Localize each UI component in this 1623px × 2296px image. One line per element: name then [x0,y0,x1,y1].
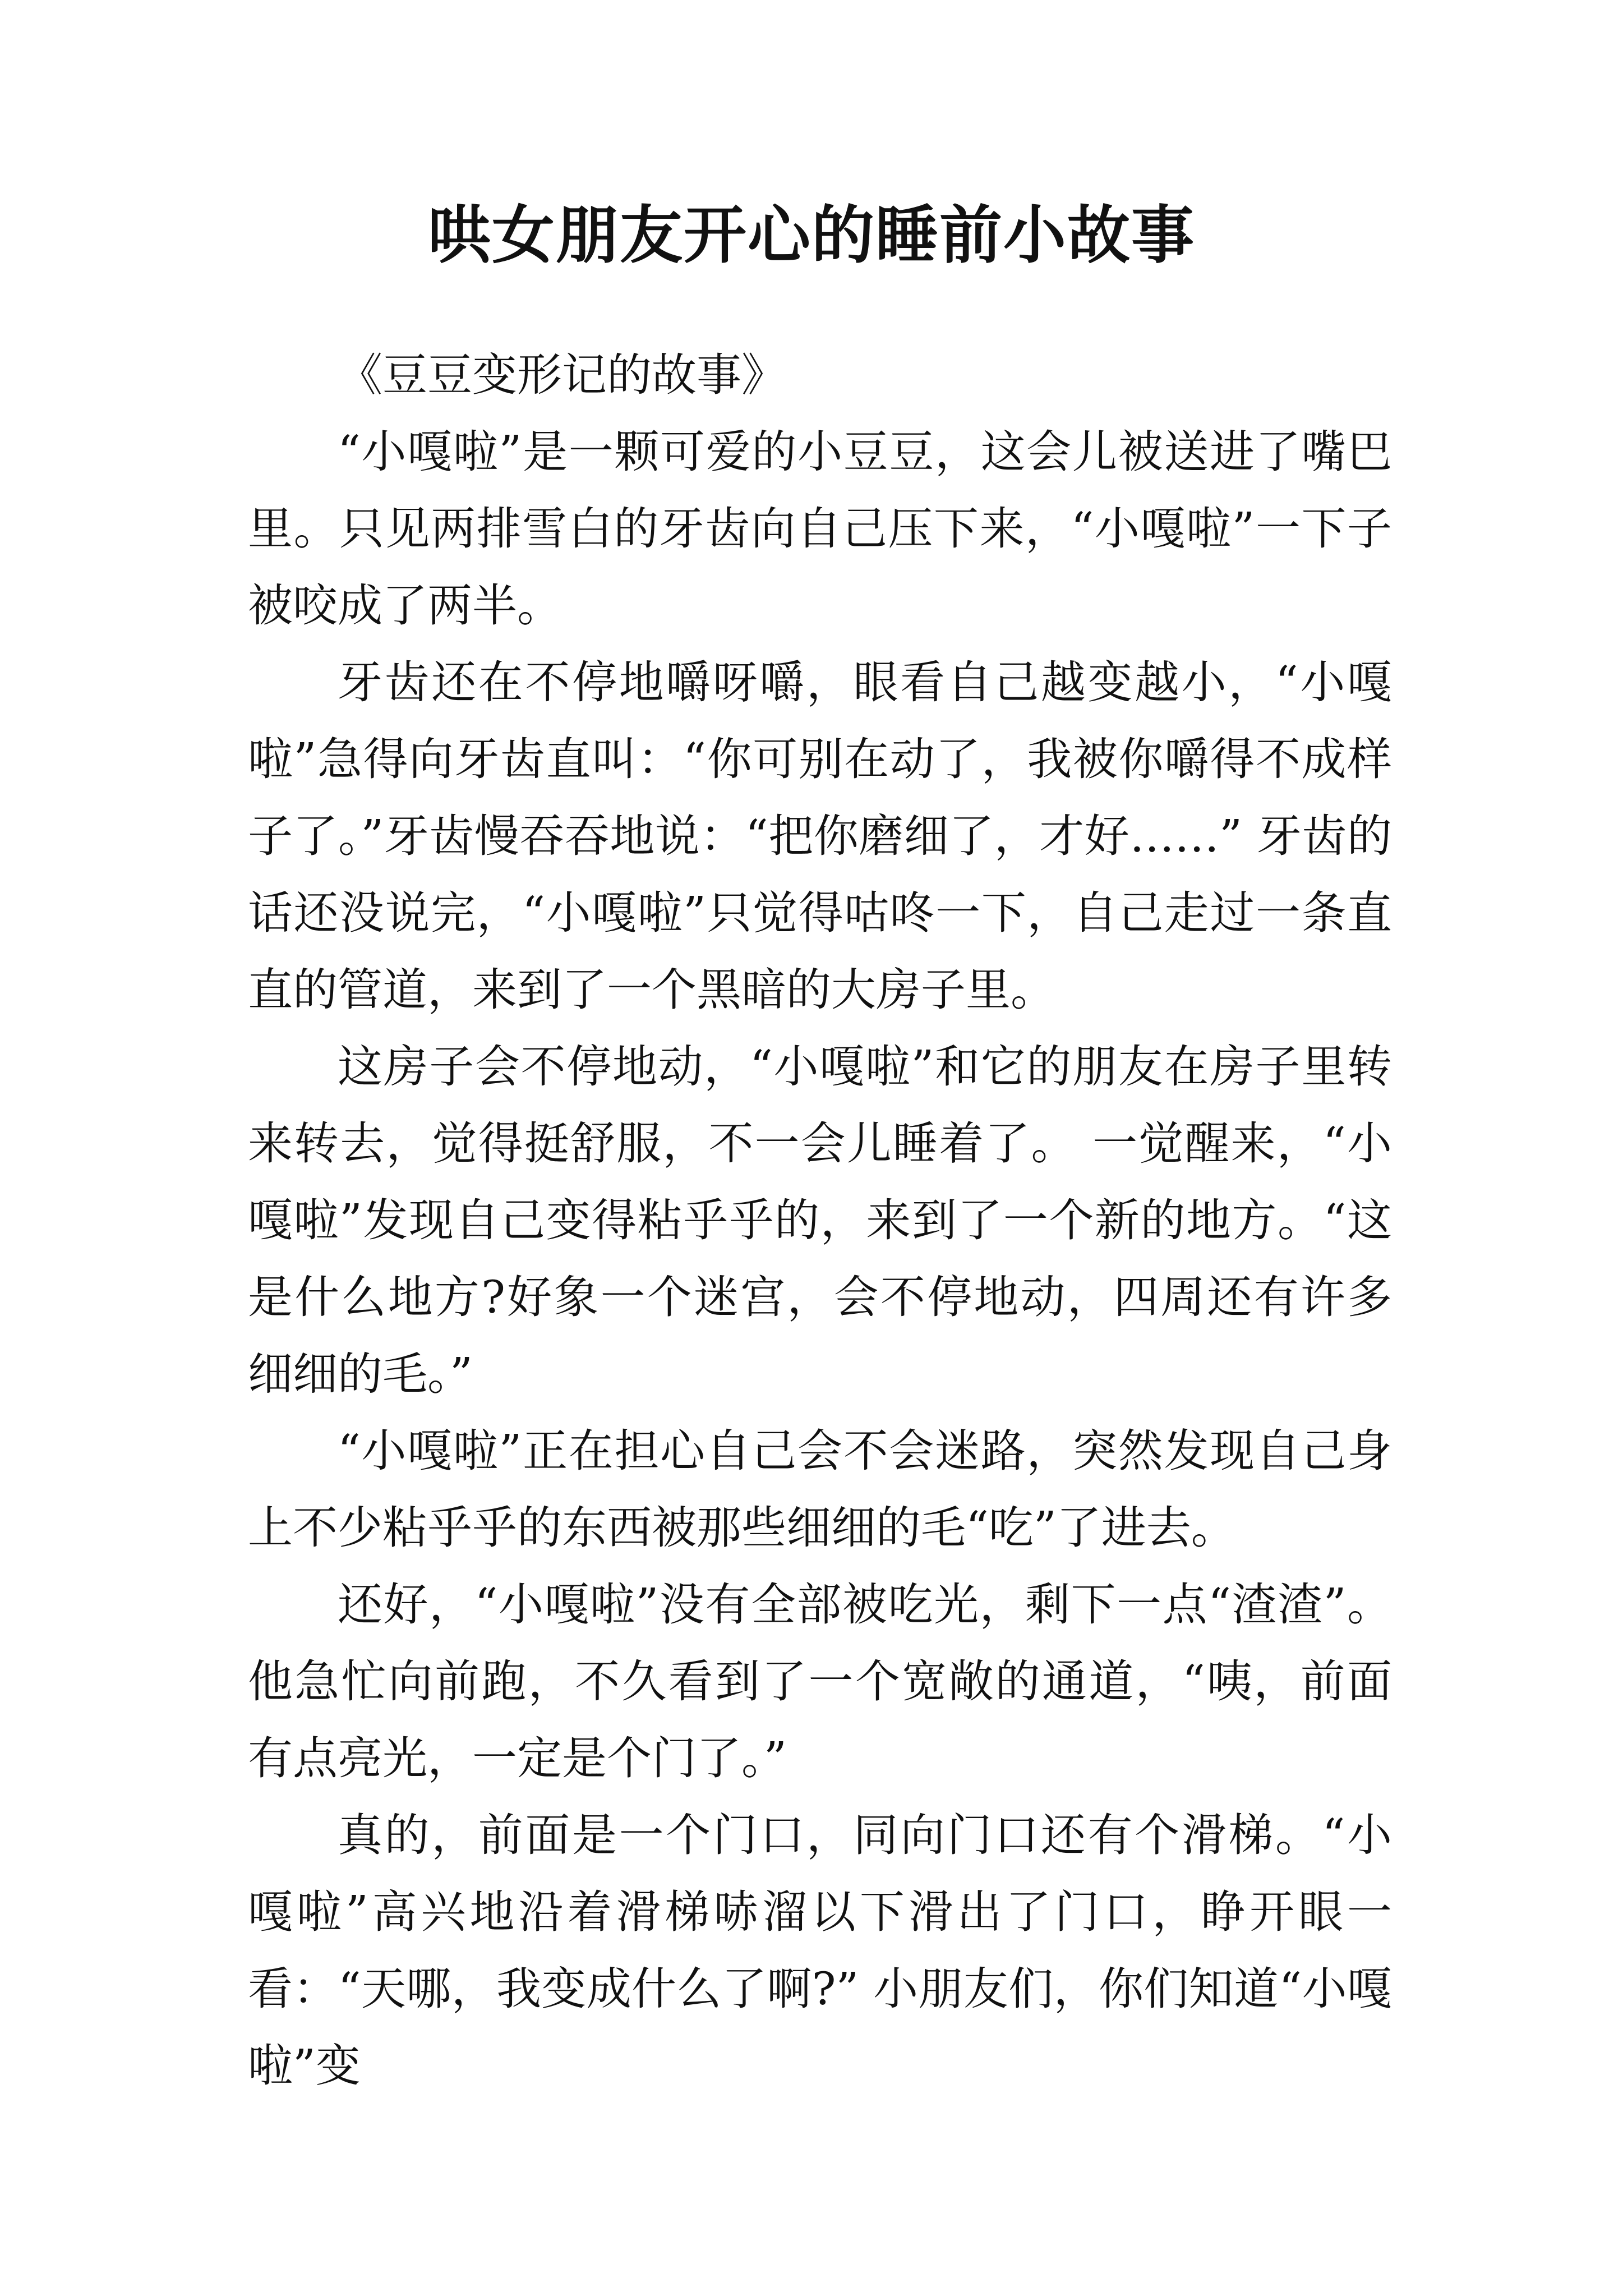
story-subtitle: 《豆豆变形记的故事》 [338,349,786,401]
document-title: 哄女朋友开心的睡前小故事 [428,199,1195,272]
paragraph: 真的，前面是一个门口，同向门口还有个滑梯。“小嘎啦”高兴地沿着滑梯哧溜以下滑出了门口，睁开眼一看：“天哪，我变成什么了啊?” 小朋友们，你们知道“小嘎啦”变 [248,1809,1392,2092]
paragraph: 这房子会不停地动，“小嘎啦”和它的朋友在房子里转来转去，觉得挺舒服，不一会儿睡着了。 一觉醒来，“小嘎啦”发现自己变得粘乎乎的，来到了一个新的地方。“这是什么地方?好象一个迷宫，会不停地动，四周还有许多细细的毛。” [248,1041,1392,1400]
document-body [248,337,1392,2104]
paragraph: “小嘎啦”正在担心自己会不会迷路，突然发现自己身上不少粘乎乎的东西被那些细细的毛“吃”了进去。 [248,1425,1392,1554]
paragraph: 牙齿还在不停地嚼呀嚼，眼看自己越变越小，“小嘎啦”急得向牙齿直叫：“你可别在动了，我被你嚼得不成样子了。”牙齿慢吞吞地说：“把你磨细了，才好……” 牙齿的话还没说完，“小嘎啦”只觉得咕咚一下，自己走过一条直直的管道，来到了一个黑暗的大房子里。 [248,656,1392,1016]
paragraph: 还好，“小嘎啦”没有全部被吃光，剩下一点“渣渣”。他急忙向前跑，不久看到了一个宽敞的通道，“咦，前面有点亮光，一定是个门了。” [248,1579,1392,1784]
paragraph: “小嘎啦”是一颗可爱的小豆豆，这会儿被送进了嘴巴里。只见两排雪白的牙齿向自己压下来，“小嘎啦”一下子被咬成了两半。 [248,426,1392,632]
